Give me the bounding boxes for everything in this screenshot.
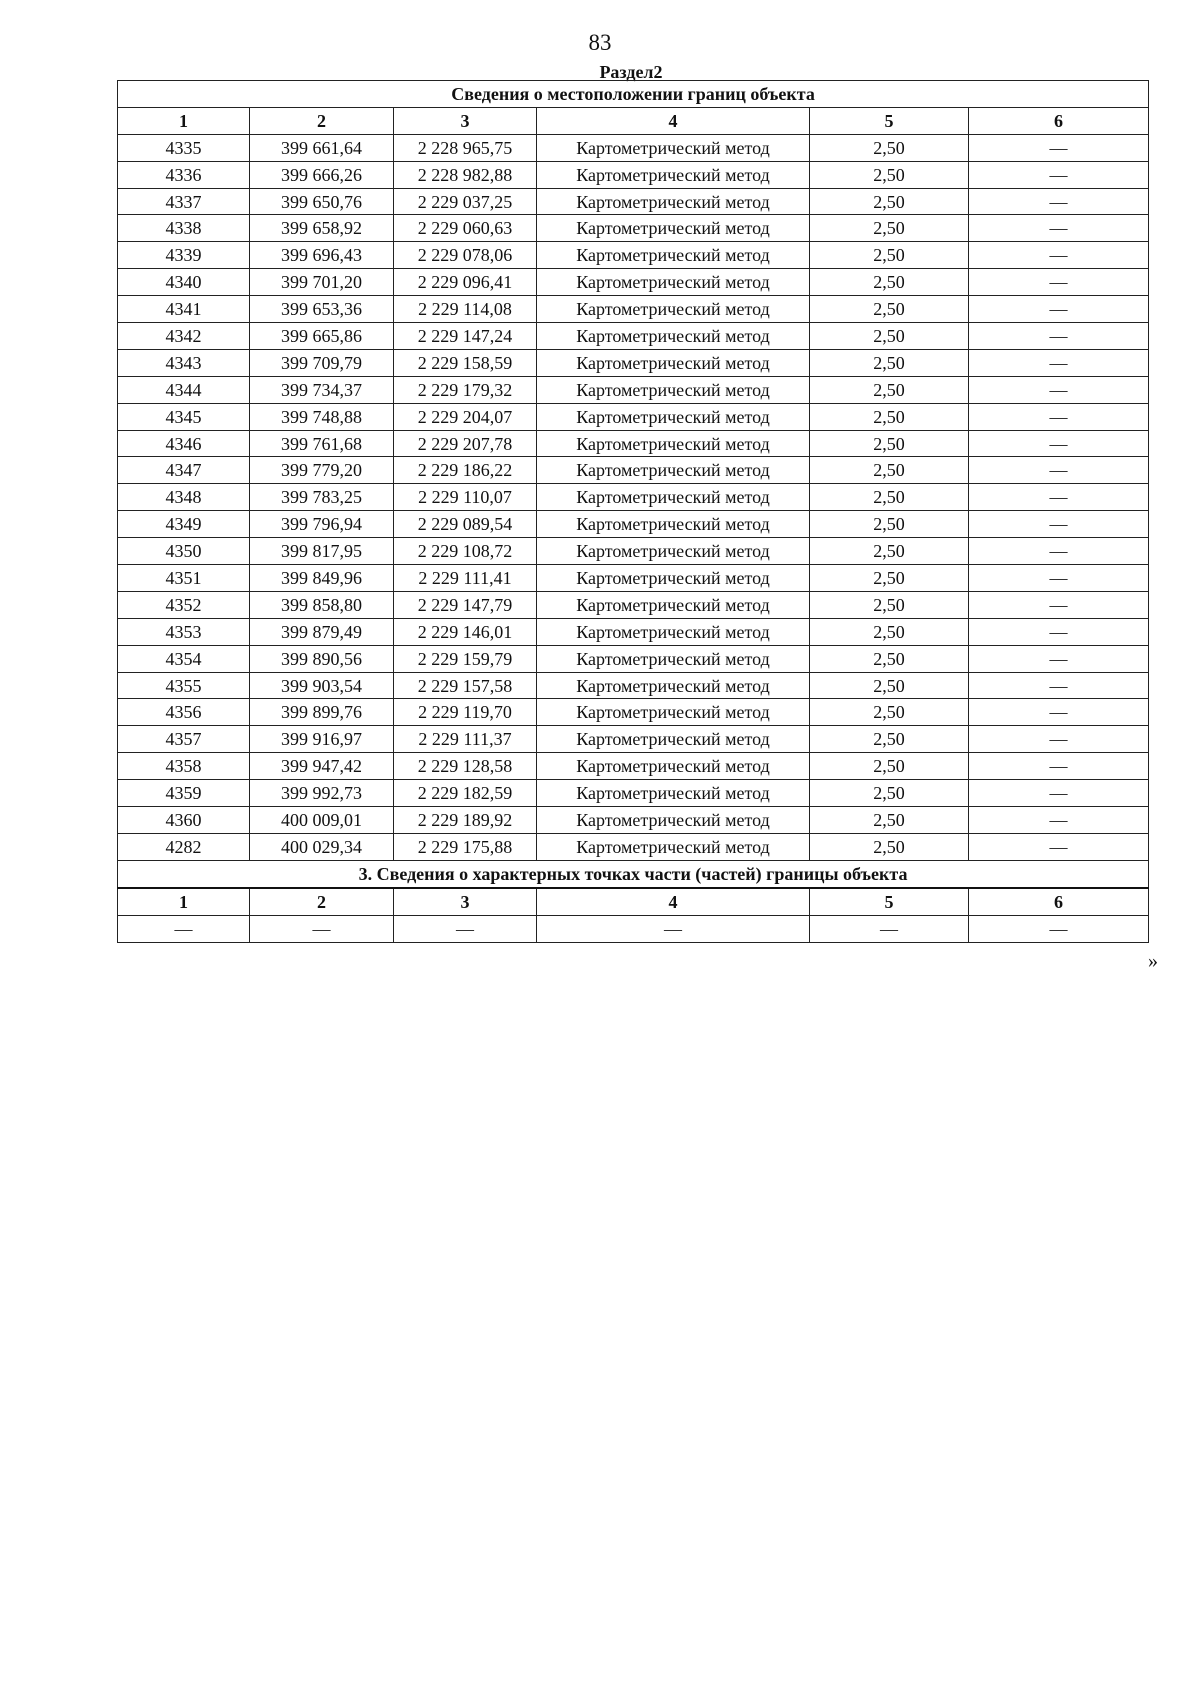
column-header: 1 (118, 888, 250, 915)
table-cell: 2,50 (810, 242, 969, 269)
table-row (118, 215, 1149, 242)
table-cell: 2 229 128,58 (394, 753, 537, 780)
table-cell: 4347 (118, 457, 250, 484)
table-cell: 4336 (118, 161, 250, 188)
table-cell: 2,50 (810, 618, 969, 645)
table-cell: 2,50 (810, 134, 969, 161)
table-cell: — (969, 753, 1149, 780)
table-cell: 4348 (118, 484, 250, 511)
table-cell: Картометрический метод (537, 457, 810, 484)
boundary-table (117, 80, 1149, 943)
table-cell: Картометрический метод (537, 807, 810, 834)
table-cell: 2 229 157,58 (394, 672, 537, 699)
table-cell: 399 817,95 (250, 538, 394, 565)
table-cell: Картометрический метод (537, 323, 810, 350)
table-cell: 399 666,26 (250, 161, 394, 188)
table-cell: 2,50 (810, 349, 969, 376)
table-cell: Картометрический метод (537, 753, 810, 780)
table-cell: — (969, 833, 1149, 860)
table-cell: 4356 (118, 699, 250, 726)
table-cell: Картометрический метод (537, 833, 810, 860)
table-cell: 2 229 108,72 (394, 538, 537, 565)
table-cell: 399 709,79 (250, 349, 394, 376)
table-cell: — (250, 915, 394, 942)
table-cell: 4346 (118, 430, 250, 457)
table-cell: 2,50 (810, 188, 969, 215)
table-cell: 399 761,68 (250, 430, 394, 457)
table-cell: 4340 (118, 269, 250, 296)
table-cell: 2 229 186,22 (394, 457, 537, 484)
table-cell: Картометрический метод (537, 188, 810, 215)
table-row (118, 242, 1149, 269)
table-cell: — (969, 807, 1149, 834)
table-cell: — (969, 403, 1149, 430)
table-cell: 2 229 060,63 (394, 215, 537, 242)
table-row (118, 753, 1149, 780)
table-cell: 4354 (118, 645, 250, 672)
table-cell: 2,50 (810, 376, 969, 403)
table2-caption-row (118, 860, 1149, 887)
table-cell: — (969, 323, 1149, 350)
table-cell: Картометрический метод (537, 161, 810, 188)
table-row (118, 672, 1149, 699)
table-cell: 2,50 (810, 511, 969, 538)
table-cell: — (969, 780, 1149, 807)
table-row (118, 699, 1149, 726)
table-cell: Картометрический метод (537, 645, 810, 672)
table-cell: — (969, 591, 1149, 618)
column-header: 4 (537, 888, 810, 915)
table-cell: 399 748,88 (250, 403, 394, 430)
table-cell: 2,50 (810, 296, 969, 323)
table-row (118, 349, 1149, 376)
table-cell: — (969, 296, 1149, 323)
table-cell: Картометрический метод (537, 215, 810, 242)
table-cell: — (969, 726, 1149, 753)
table-cell: 2 228 982,88 (394, 161, 537, 188)
column-header: 6 (969, 107, 1149, 134)
table-cell: 2 229 089,54 (394, 511, 537, 538)
table-cell: 399 899,76 (250, 699, 394, 726)
table-cell: 400 009,01 (250, 807, 394, 834)
table-cell: 4337 (118, 188, 250, 215)
table-cell: 4355 (118, 672, 250, 699)
table-cell: 2 229 179,32 (394, 376, 537, 403)
table-cell: 2,50 (810, 403, 969, 430)
table-cell: 2 229 182,59 (394, 780, 537, 807)
table-cell: 2 229 207,78 (394, 430, 537, 457)
table-cell: 2,50 (810, 645, 969, 672)
table-cell: 2 229 158,59 (394, 349, 537, 376)
table-row (118, 511, 1149, 538)
table-row (118, 188, 1149, 215)
table-cell: — (537, 915, 810, 942)
table-cell: 400 029,34 (250, 833, 394, 860)
table2-header-row (118, 888, 1149, 915)
table-cell: 399 796,94 (250, 511, 394, 538)
table-cell: 2 229 078,06 (394, 242, 537, 269)
table-cell: 4353 (118, 618, 250, 645)
table-row (118, 484, 1149, 511)
table1-header-row (118, 107, 1149, 134)
table-cell: Картометрический метод (537, 511, 810, 538)
table-cell: — (394, 915, 537, 942)
table-cell: 399 779,20 (250, 457, 394, 484)
table-cell: — (969, 349, 1149, 376)
table-cell: 399 665,86 (250, 323, 394, 350)
table-cell: — (969, 672, 1149, 699)
table-cell: — (969, 215, 1149, 242)
table-cell: 2 228 965,75 (394, 134, 537, 161)
table-cell: 2,50 (810, 833, 969, 860)
table-cell: 399 903,54 (250, 672, 394, 699)
table-cell: 2 229 096,41 (394, 269, 537, 296)
table-row (118, 403, 1149, 430)
table-cell: — (969, 538, 1149, 565)
column-header: 2 (250, 107, 394, 134)
table-cell: 4350 (118, 538, 250, 565)
table-cell: 2 229 146,01 (394, 618, 537, 645)
table-cell: 4342 (118, 323, 250, 350)
table-cell: 4357 (118, 726, 250, 753)
table-row (118, 618, 1149, 645)
table-cell: 2 229 147,79 (394, 591, 537, 618)
table-cell: Картометрический метод (537, 538, 810, 565)
table-cell: 4338 (118, 215, 250, 242)
table-cell: 399 653,36 (250, 296, 394, 323)
table-cell: 399 858,80 (250, 591, 394, 618)
table-row (118, 807, 1149, 834)
table-cell: Картометрический метод (537, 349, 810, 376)
table-cell: 2 229 189,92 (394, 807, 537, 834)
table-row (118, 161, 1149, 188)
table-cell: 399 650,76 (250, 188, 394, 215)
table-cell: — (969, 645, 1149, 672)
table-cell: 4341 (118, 296, 250, 323)
table-cell: 399 849,96 (250, 565, 394, 592)
column-header: 3 (394, 107, 537, 134)
column-header: 4 (537, 107, 810, 134)
table-cell: 399 947,42 (250, 753, 394, 780)
table-cell: Картометрический метод (537, 618, 810, 645)
table-cell: 2,50 (810, 699, 969, 726)
table-cell: 4282 (118, 833, 250, 860)
table-cell: 2 229 204,07 (394, 403, 537, 430)
table-cell: 2,50 (810, 591, 969, 618)
table-row (118, 323, 1149, 350)
table-cell: Картометрический метод (537, 430, 810, 457)
table-cell: 2 229 110,07 (394, 484, 537, 511)
column-header: 5 (810, 107, 969, 134)
table-row (118, 565, 1149, 592)
table-row (118, 726, 1149, 753)
table-cell: 399 661,64 (250, 134, 394, 161)
table-cell: 2 229 175,88 (394, 833, 537, 860)
table-cell: 399 658,92 (250, 215, 394, 242)
table-cell: 2 229 037,25 (394, 188, 537, 215)
table-cell: 2,50 (810, 457, 969, 484)
table2-caption: 3. Сведения о характерных точках части (частей) границы объекта (118, 860, 1149, 887)
table-cell: Картометрический метод (537, 672, 810, 699)
table-cell: — (969, 188, 1149, 215)
table-cell: 2,50 (810, 215, 969, 242)
table-cell: — (969, 430, 1149, 457)
table-cell: Картометрический метод (537, 134, 810, 161)
table-cell: 399 701,20 (250, 269, 394, 296)
table-cell: — (969, 161, 1149, 188)
table1-caption: Сведения о местоположении границ объекта (118, 81, 1149, 108)
table-cell: 2,50 (810, 726, 969, 753)
table-cell: Картометрический метод (537, 699, 810, 726)
column-header: 5 (810, 888, 969, 915)
table-row (118, 430, 1149, 457)
table-cell: Картометрический метод (537, 565, 810, 592)
table-cell: 399 783,25 (250, 484, 394, 511)
table-row (118, 833, 1149, 860)
table-cell: — (969, 565, 1149, 592)
table-row (118, 134, 1149, 161)
table-cell: 2 229 114,08 (394, 296, 537, 323)
table-cell: 2,50 (810, 538, 969, 565)
table-cell: 4358 (118, 753, 250, 780)
table-cell: 2,50 (810, 161, 969, 188)
table-cell: 2,50 (810, 780, 969, 807)
table-cell: 2,50 (810, 430, 969, 457)
table-cell: 4344 (118, 376, 250, 403)
table-cell: 2,50 (810, 672, 969, 699)
table-cell: — (969, 242, 1149, 269)
table-cell: — (969, 699, 1149, 726)
table-cell: 399 890,56 (250, 645, 394, 672)
table-cell: — (810, 915, 969, 942)
table-cell: — (969, 134, 1149, 161)
table-cell: — (969, 915, 1149, 942)
column-header: 1 (118, 107, 250, 134)
table-cell: 399 879,49 (250, 618, 394, 645)
table-cell: 2,50 (810, 807, 969, 834)
table-cell: Картометрический метод (537, 591, 810, 618)
table-cell: 4352 (118, 591, 250, 618)
column-header: 2 (250, 888, 394, 915)
table-cell: 4359 (118, 780, 250, 807)
table-cell: 4335 (118, 134, 250, 161)
table-cell: 4349 (118, 511, 250, 538)
table-cell: 2 229 147,24 (394, 323, 537, 350)
table-cell: — (118, 915, 250, 942)
table-cell: Картометрический метод (537, 484, 810, 511)
table-cell: 4345 (118, 403, 250, 430)
table-row (118, 457, 1149, 484)
table-cell: Картометрический метод (537, 242, 810, 269)
table-row (118, 376, 1149, 403)
table-cell: 399 696,43 (250, 242, 394, 269)
table-cell: — (969, 511, 1149, 538)
table-cell: 399 734,37 (250, 376, 394, 403)
table-cell: 2 229 119,70 (394, 699, 537, 726)
section-title: Раздел2 (599, 62, 663, 82)
table-cell: 2 229 111,41 (394, 565, 537, 592)
column-header: 3 (394, 888, 537, 915)
table-cell: 399 992,73 (250, 780, 394, 807)
table-cell: Картометрический метод (537, 403, 810, 430)
table-cell: — (969, 457, 1149, 484)
table-cell: — (969, 376, 1149, 403)
table-cell: 2 229 111,37 (394, 726, 537, 753)
table-cell: 2,50 (810, 753, 969, 780)
table-row (118, 915, 1149, 942)
table-cell: 4360 (118, 807, 250, 834)
table-cell: — (969, 269, 1149, 296)
table-cell: 2,50 (810, 269, 969, 296)
table-row (118, 591, 1149, 618)
table-row (118, 645, 1149, 672)
table-cell: 399 916,97 (250, 726, 394, 753)
table-cell: 2,50 (810, 323, 969, 350)
closing-quote-mark: » (1148, 950, 1158, 972)
table-cell: Картометрический метод (537, 780, 810, 807)
table-cell: Картометрический метод (537, 726, 810, 753)
table-cell: 4351 (118, 565, 250, 592)
table-row (118, 296, 1149, 323)
table-row (118, 538, 1149, 565)
table-cell: Картометрический метод (537, 376, 810, 403)
column-header: 6 (969, 888, 1149, 915)
table-cell: — (969, 618, 1149, 645)
table-cell: Картометрический метод (537, 296, 810, 323)
table-cell: 4343 (118, 349, 250, 376)
page-number: 83 (588, 30, 612, 55)
table-cell: — (969, 484, 1149, 511)
table-row (118, 780, 1149, 807)
table-cell: 2,50 (810, 565, 969, 592)
table-cell: Картометрический метод (537, 269, 810, 296)
table-cell: 2,50 (810, 484, 969, 511)
table-cell: 2 229 159,79 (394, 645, 537, 672)
table-row (118, 269, 1149, 296)
table1-caption-row (118, 81, 1149, 108)
table-cell: 4339 (118, 242, 250, 269)
